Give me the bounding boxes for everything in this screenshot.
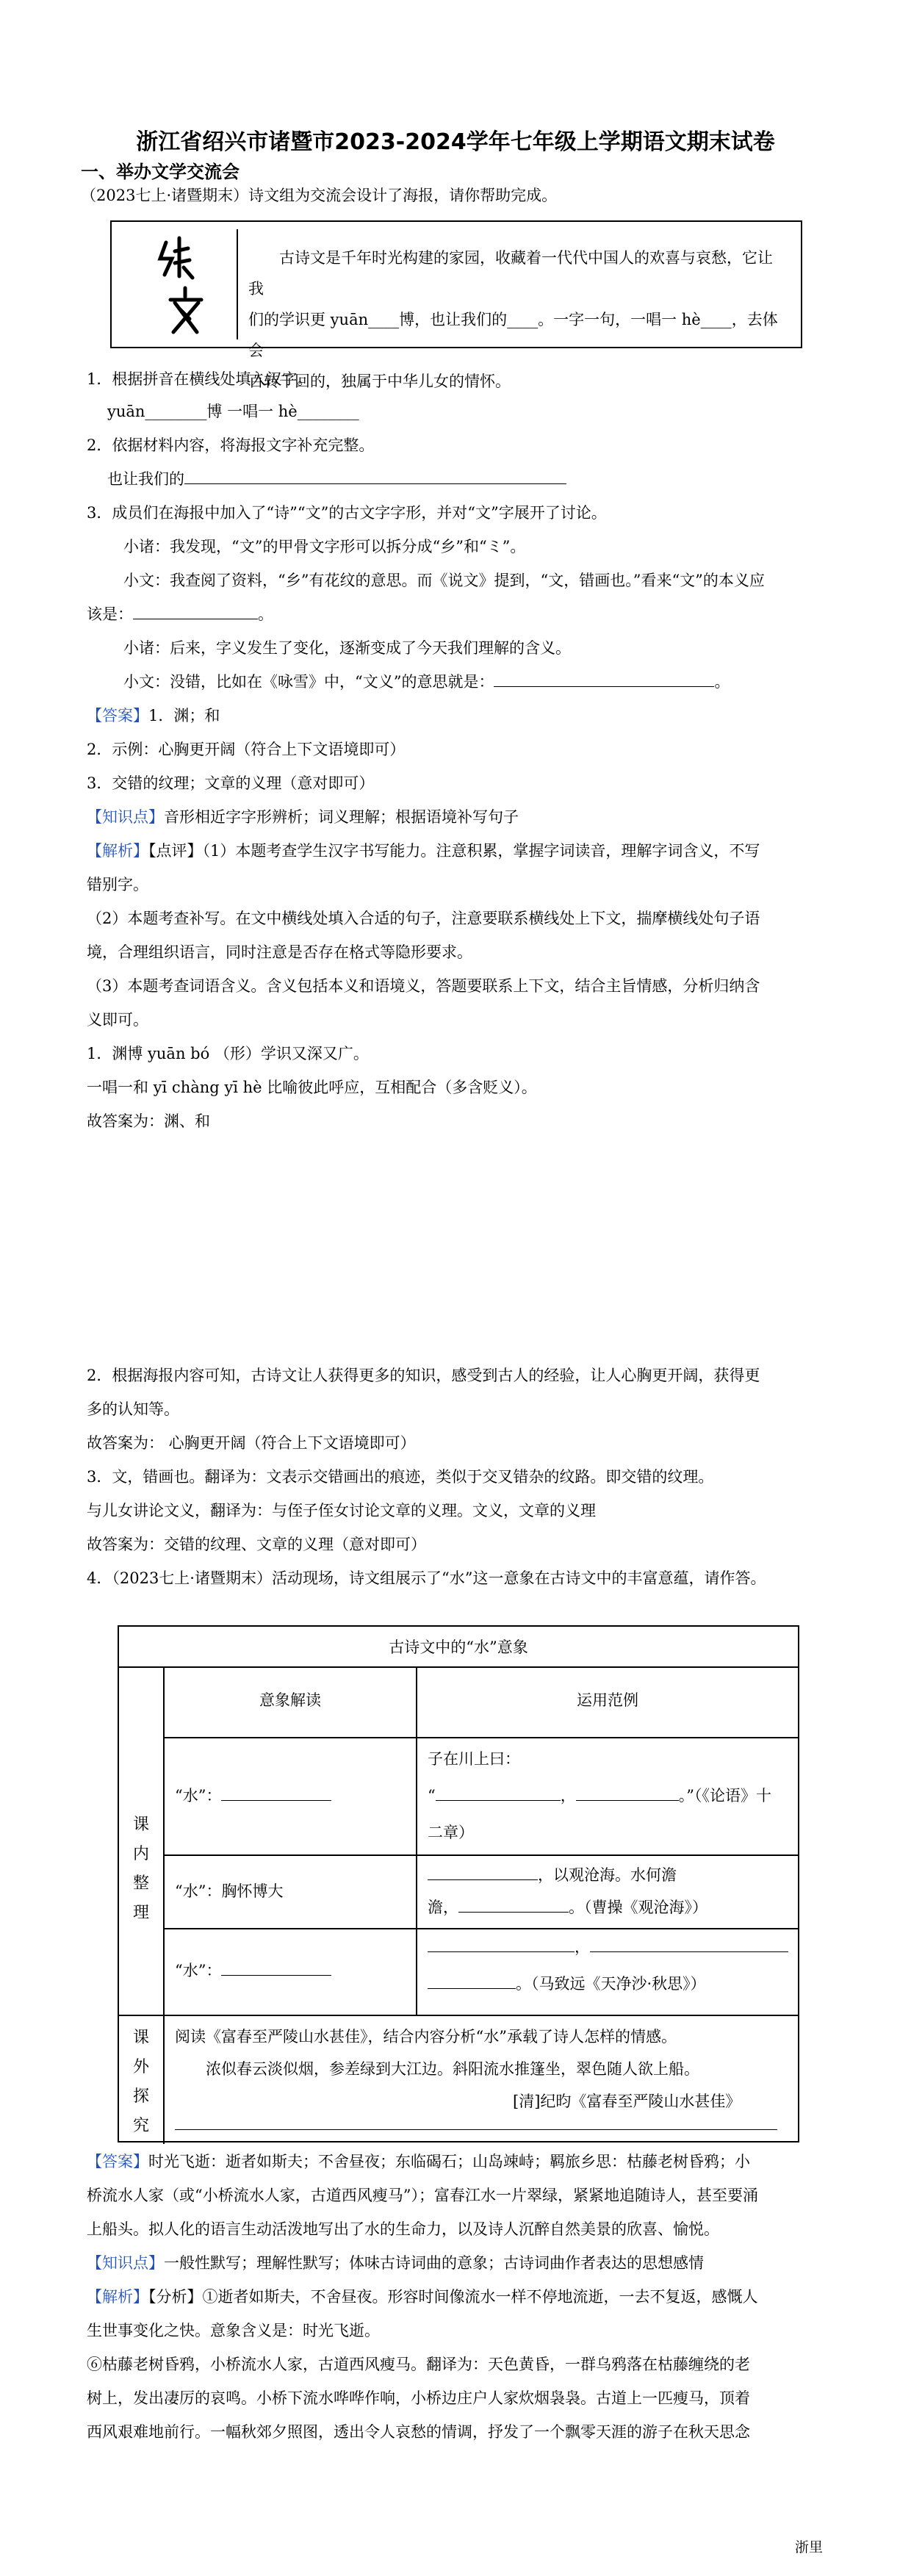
- table-cell: [428, 1893, 707, 1922]
- analysis-text: 【分析】①逝者如斯夫，不舍昼夜。形容时间像流水一样不停地流逝，一去不复返，感慨人: [148, 2288, 758, 2306]
- answer-line: 3．交错的纹理；文章的义理（意对即可）: [87, 774, 375, 792]
- answer-tag: 【答案】: [87, 2153, 148, 2170]
- table-cell: [428, 1932, 788, 1962]
- group-label: 课内整理: [132, 1816, 149, 1922]
- knowledge-point: [87, 805, 829, 829]
- answer-blank[interactable]: [458, 1896, 569, 1913]
- explanation-line: 与儿女讲论文义，翻译为：与侄子侄女讨论文章的义理。文义，文章的义理: [87, 1502, 596, 1519]
- answer-blank[interactable]: [221, 1959, 331, 1976]
- analysis-line: （3）本题考查词语含义。含义包括本义和语境义，答题要联系上下文，结合主旨情感，分析归纳含: [87, 977, 760, 995]
- knowledge-text: 一般性默写；理解性默写；体味古诗词曲的意象；古诗词曲作者表达的思想感情: [164, 2254, 704, 2272]
- question-4: 4．（2023七上·诸暨期末）活动现场，诗文组展示了“水”这一意象在古诗文中的丰富意蕴，请作答。: [87, 1569, 766, 1587]
- answer-blank[interactable]: [184, 467, 566, 484]
- table-cell: [428, 1969, 706, 1998]
- table-cell: [清]纪昀《富春至严陵山水甚佳》: [513, 2093, 741, 2110]
- cell-text: 。（曹操《观沧海》）: [569, 1899, 707, 1916]
- answer-blank-line: [107, 467, 849, 491]
- dialogue-line: 小文：我查阅了资料，“乡”有花纹的意思。而《说文》提到，“文，错画也。”看来“文”的本义应: [123, 572, 765, 589]
- answer-line: 上船头。拟人化的语言生动活泼地写出了水的生命力，以及诗人沉醉自然美景的欣喜、愉悦。: [87, 2220, 719, 2238]
- answer-line: [87, 2150, 829, 2173]
- answer-blank-line: yuān________博 一唱一 hè________: [107, 403, 359, 420]
- cell-text: ，: [575, 1938, 590, 1956]
- cell-text: “水”：: [175, 1787, 222, 1805]
- cell-text: ，以观沧海。水何澹: [538, 1866, 677, 1884]
- answer-blank[interactable]: [576, 1784, 679, 1801]
- column-header: 意象解读: [259, 1691, 321, 1709]
- analysis-tag: 【解析】: [87, 2288, 148, 2306]
- analysis-line: [87, 839, 829, 863]
- analysis-line: [87, 2285, 829, 2309]
- table-cell: 二章）: [428, 1824, 474, 1841]
- question-2: 2．依据材料内容，将海报文字补充完整。: [87, 436, 375, 454]
- cell-text: 。”（《论语》十: [678, 1787, 771, 1805]
- answer-blank[interactable]: [221, 1784, 331, 1801]
- analysis-tag: 【解析】: [87, 842, 148, 860]
- table-cell: [175, 1781, 331, 1810]
- dialogue-text: 小文：没错，比如在《咏雪》中，“文义”的意思就是：: [123, 673, 494, 691]
- table-cell: “ ， 。”（《论语》十: [428, 1781, 771, 1810]
- explanation-line: 一唱一和 yī chàng yī hè 比喻彼此呼应，互相配合（多含贬义）。: [87, 1079, 537, 1096]
- analysis-line: 生世事变化之快。意象含义是：时光飞逝。: [87, 2322, 380, 2339]
- table-cell: [428, 1860, 677, 1890]
- question-1: 1．根据拼音在横线处填入汉字。: [87, 370, 313, 388]
- cell-text: “水”：: [175, 1962, 222, 1979]
- poster-line: 百转千回的，独属于中华儿女的情怀。: [248, 373, 511, 390]
- answer-blank[interactable]: [590, 1935, 788, 1952]
- cell-text: “: [428, 1787, 436, 1805]
- oracle-bone-glyph-image: [141, 229, 238, 339]
- answer-tag: 【答案】: [87, 707, 148, 724]
- poster-line: 古诗文是千年时光构建的家园，收藏着一代代中国人的欢喜与哀愁，它让我: [248, 249, 773, 298]
- column-header: 运用范例: [577, 1691, 638, 1709]
- answer-blank[interactable]: [436, 1784, 561, 1801]
- analysis-line: 义即可。: [87, 1011, 148, 1029]
- dialogue-line: 小文：没错，比如在《咏雪》中，“文义”的意思就是： 。: [123, 670, 865, 694]
- knowledge-point: [87, 2251, 829, 2275]
- knowledge-tag: 【知识点】: [87, 2254, 164, 2272]
- explanation-line: 故答案为：渊、和: [87, 1112, 210, 1130]
- table-cell: 子在川上曰：: [428, 1750, 520, 1768]
- explanation-line: 故答案为： 心胸更开阔（符合上下文语境即可）: [87, 1434, 416, 1452]
- cell-text: 。（马致远《天净沙·秋思》）: [516, 1975, 706, 1993]
- dialogue-line: 小诸：我发现，“文”的甲骨文字形可以拆分成“乡”和“ミ”。: [123, 538, 526, 555]
- dialogue-line: 小诸：后来，字义发生了变化，逐渐变成了今天我们理解的含义。: [123, 639, 571, 657]
- dialogue-line: 该是： 。: [87, 602, 829, 626]
- knowledge-tag: 【知识点】: [87, 808, 164, 826]
- answer-text: 时光飞逝：逝者如斯夫；不舍昼夜；东临碣石；山岛竦峙；羁旅乡思：枯藤老树昏鸦；小: [148, 2153, 750, 2170]
- answer-blank[interactable]: [494, 670, 714, 687]
- table-cell: [175, 1956, 331, 1985]
- table-cell: 浓似春云淡似烟，参差绿到大江边。斜阳流水推篷坐，翠色随人欲上船。: [206, 2060, 699, 2078]
- section-heading: 一、举办文学交流会: [81, 162, 240, 182]
- poster-line: 们的学识更 yuān____博，也让我们的____。一字一句，一唱一 hè____，去体会: [248, 311, 778, 359]
- answer-line: [87, 704, 829, 727]
- answer-blank[interactable]: [428, 1972, 516, 1989]
- knowledge-text: 音形相近字字形辨析；词义理解；根据语境补写句子: [164, 808, 519, 826]
- analysis-line: 西风艰难地前行。一幅秋郊夕照图，透出令人哀愁的情调，抒发了一个飘零天涯的游子在秋天思念: [87, 2423, 750, 2441]
- page-footer: 浙里: [794, 2539, 823, 2555]
- answer-line: 2．示例：心胸更开阔（符合上下文语境即可）: [87, 741, 406, 758]
- analysis-line: 境，合理组织语言，同时注意是否存在格式等隐形要求。: [87, 943, 472, 961]
- blank-prefix: 也让我们的: [107, 470, 184, 488]
- analysis-line: 错别字。: [87, 876, 148, 893]
- answer-blank[interactable]: [175, 2129, 777, 2130]
- answer-blank[interactable]: [133, 602, 258, 619]
- answer-text: 1．渊；和: [148, 707, 220, 724]
- water-imagery-table: [118, 1625, 799, 2143]
- answer-line: 桥流水人家（或“小桥流水人家，古道西风瘦马”）；富春江水一片翠绿，紧紧地追随诗人，甚至要涌: [87, 2187, 758, 2204]
- analysis-line: ⑥枯藤老树昏鸦，小桥流水人家，古道西风瘦马。翻译为：天色黄昏，一群乌鸦落在枯藤缠绕的老: [87, 2356, 750, 2373]
- table-cell: 阅读《富春至严陵山水甚佳》，结合内容分析“水”承载了诗人怎样的情感。: [175, 2028, 677, 2046]
- cell-text: 澹，: [428, 1899, 458, 1916]
- analysis-line: （2）本题考查补写。在文中横线处填入合适的句子，注意要联系横线处上下文，揣摩横线处句子语: [87, 910, 760, 927]
- dialogue-text: 该是：: [87, 605, 133, 623]
- intro-text: （2023七上·诸暨期末）诗文组为交流会设计了海报，请你帮助完成。: [81, 187, 558, 204]
- analysis-line: 树上，发出凄厉的哀鸣。小桥下流水哗哗作响，小桥边庄户人家炊烟袅袅。古道上一匹瘦马，顶着: [87, 2389, 750, 2407]
- page-title: 浙江省绍兴市诸暨市2023-2024学年七年级上学期语文期末试卷: [136, 129, 775, 155]
- explanation-line: 多的认知等。: [87, 1400, 179, 1418]
- explanation-line: 1．渊博 yuān bó （形）学识又深又广。: [87, 1045, 369, 1062]
- group-label: 课外探究: [132, 2029, 149, 2135]
- table-caption: 古诗文中的“水”意象: [389, 1638, 528, 1656]
- question-3: 3．成员们在海报中加入了“诗”“文”的古文字字形，并对“文”字展开了讨论。: [87, 504, 607, 522]
- answer-blank[interactable]: [428, 1863, 538, 1880]
- explanation-line: 2．根据海报内容可知，古诗文让人获得更多的知识，感受到古人的经验，让人心胸更开阔，获得更: [87, 1367, 760, 1384]
- analysis-text: 【点评】（1）本题考查学生汉字书写能力。注意积累，掌握字词读音，理解字词含义，不写: [148, 842, 760, 860]
- explanation-line: 故答案为：交错的纹理、文章的义理（意对即可）: [87, 1536, 426, 1553]
- explanation-line: 3．文，错画也。翻译为：文表示交错画出的痕迹，类似于交叉错杂的纹路。即交错的纹理。: [87, 1468, 714, 1486]
- table-cell: “水”：胸怀博大: [175, 1882, 284, 1900]
- answer-blank[interactable]: [428, 1935, 575, 1952]
